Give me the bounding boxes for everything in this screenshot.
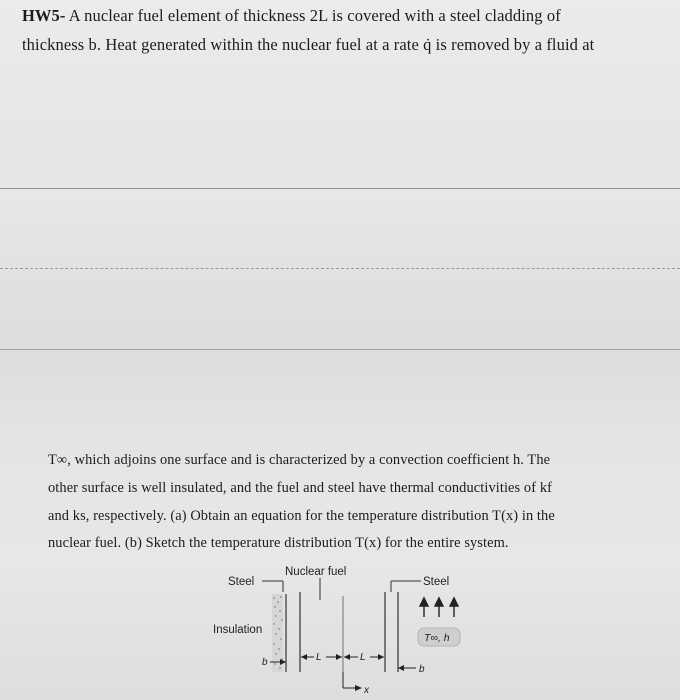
problem-text-6: nuclear fuel. (b) Sketch the temperature distribution T(x) for the entire system. xyxy=(48,535,509,551)
problem-text-4: other surface is well insulated, and the fuel and steel have thermal conductivities of kf xyxy=(48,480,553,496)
x-axis-label: x xyxy=(364,685,369,696)
fig-insulation-label: Insulation xyxy=(213,624,263,636)
fig-left-steel-label: Steel xyxy=(228,576,255,588)
fig-right-steel-label: Steel xyxy=(423,576,450,588)
fluid-flow-arrows xyxy=(420,598,458,617)
dim-L-right-arrow-a xyxy=(344,654,350,660)
dim-L-right-label: L xyxy=(360,652,366,663)
dim-b-right-arrow xyxy=(398,665,404,671)
problem-text-5: and ks, respectively. (a) Obtain an equation for the temperature distribution T(x) in the xyxy=(48,508,555,524)
dim-L-left-label: L xyxy=(316,652,322,663)
dim-L-left-arrow-b xyxy=(336,654,342,660)
dim-L-right-arrow-b xyxy=(378,654,384,660)
dim-L-left-arrow-a xyxy=(301,654,307,660)
problem-id: HW5- xyxy=(22,6,66,25)
problem-text-2: thickness b. Heat generated within the nuclear fuel at a rate q̇ is removed by a fluid at xyxy=(22,35,595,54)
x-axis-arrow xyxy=(355,685,362,691)
fluid-label: T∞, h xyxy=(424,632,450,644)
dim-b-left-label: b xyxy=(262,657,268,668)
problem-text-1: A nuclear fuel element of thickness 2L is covered with a steel cladding of xyxy=(65,6,561,25)
dim-b-right-label: b xyxy=(419,664,425,675)
problem-text-3: T∞, which adjoins one surface and is characterized by a convection coefficient h. The xyxy=(48,452,551,468)
fig-title-label: Nuclear fuel xyxy=(285,566,347,578)
